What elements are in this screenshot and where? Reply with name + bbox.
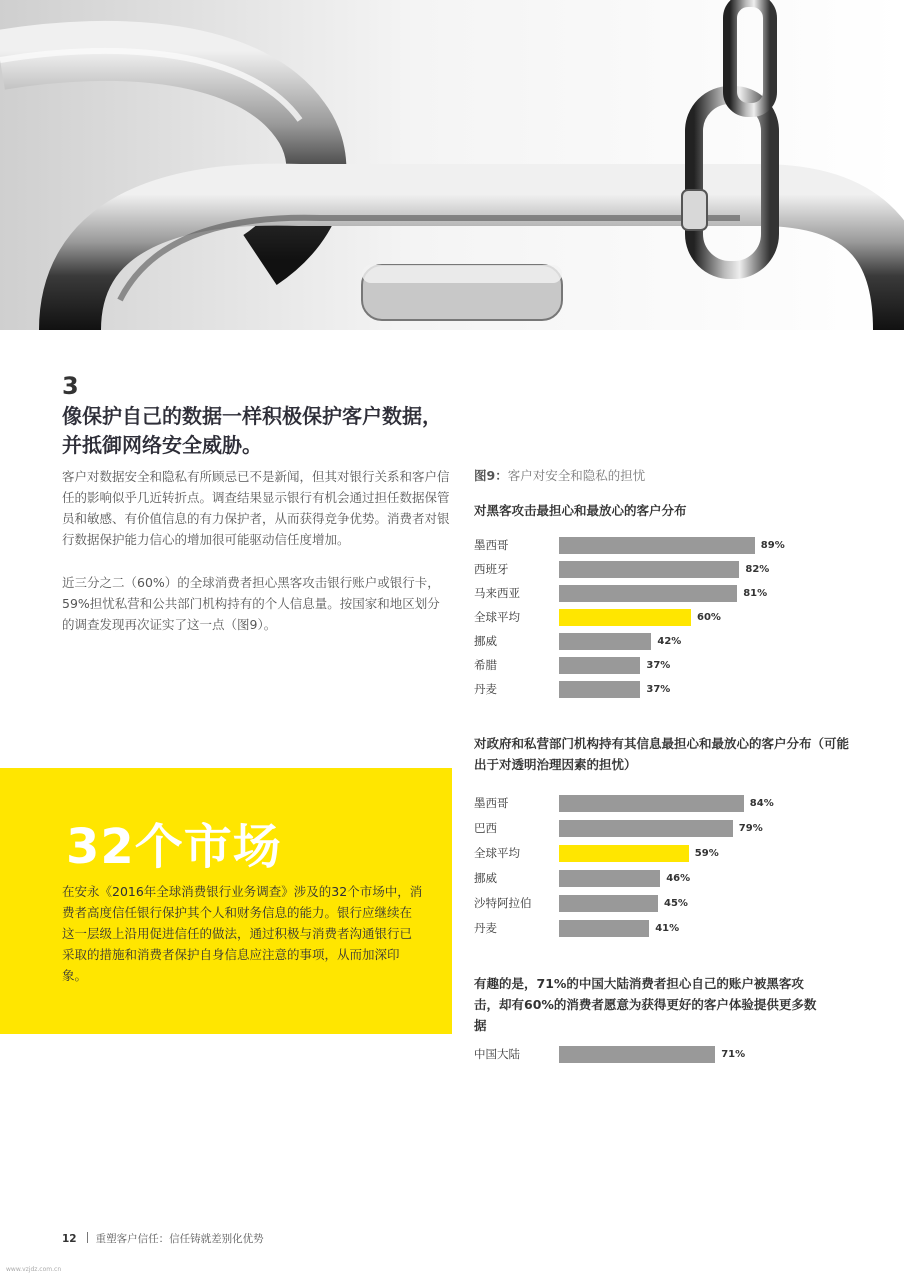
chart-1-row: [474, 537, 874, 554]
chart-1-row: [474, 585, 874, 602]
bar-label: 丹麦: [474, 921, 497, 935]
bar-label: 马来西亚: [474, 586, 520, 600]
callout-text: 在安永《2016年全球消费银行业务调查》涉及的32个市场中，消费者高度信任银行保护其个人和财务信息的能力。银行应继续在这一层级上沿用促进信任的做法，通过积极与消费者沟通银行已采取的措施和消费者保护自身信息应注意的事项，从而加深印象。: [62, 884, 423, 983]
chart-1-row: [474, 657, 874, 674]
bar: [559, 870, 660, 887]
bar-value-label: 37%: [646, 684, 671, 695]
section-number: 3: [62, 372, 79, 400]
chart-1-row: [474, 633, 874, 650]
footer-title: 重塑客户信任：信任铸就差别化优势: [95, 1233, 264, 1245]
bar: [559, 633, 651, 650]
bar-label: 沙特阿拉伯: [474, 896, 532, 910]
page-number: 12: [62, 1233, 77, 1245]
bar-value-label: 84%: [749, 798, 774, 809]
bar-value-label: 46%: [666, 873, 691, 884]
chart-2-row: [474, 895, 874, 912]
bar-value-label: 81%: [743, 588, 768, 599]
chart-1-row: [474, 681, 874, 698]
bar: [559, 820, 733, 837]
hero-chain-image: [0, 0, 904, 330]
callout-headline: 32个市场: [66, 819, 282, 875]
bar-value-label: 37%: [646, 660, 671, 671]
bar: [559, 845, 689, 862]
chart-3-row: [474, 1046, 874, 1063]
section-heading: 像保护自己的数据一样积极保护客户数据，并抵御网络安全威胁。: [62, 404, 442, 457]
bar-value-label: 45%: [664, 898, 688, 909]
bar-label: 挪威: [474, 871, 497, 885]
bar: [559, 537, 755, 554]
chart-2-row: [474, 820, 874, 837]
bar-label: 巴西: [474, 821, 497, 835]
bar: [559, 657, 640, 674]
bar: [559, 1046, 715, 1063]
bar-value-label: 60%: [697, 612, 721, 623]
bar: [559, 561, 739, 578]
chart-2-row: [474, 845, 874, 862]
page-footer: [62, 1231, 264, 1246]
bar-label: 希腊: [474, 658, 497, 672]
bar-value-label: 82%: [745, 564, 770, 575]
body-paragraph-2: 近三分之二（60%）的全球消费者担心黑客攻击银行账户或银行卡，59%担忧私营和公共部门机构持有的个人信息量。按国家和地区划分的调查发现再次证实了这一点（图9）。: [62, 575, 440, 632]
bar: [559, 609, 691, 626]
chart-2-row: [474, 920, 874, 937]
bar: [559, 681, 640, 698]
bar: [559, 795, 744, 812]
footer-divider: [87, 1232, 88, 1243]
chart-2-title: 对政府和私营部门机构持有其信息最担心和最放心的客户分布（可能出于对透明治理因素的担忧）: [474, 736, 850, 772]
bar-label: 墨西哥: [474, 796, 509, 810]
bar-label: 全球平均: [474, 846, 520, 860]
bar-label: 丹麦: [474, 682, 497, 696]
bar-value-label: 41%: [655, 923, 680, 934]
bar-value-label: 42%: [657, 636, 682, 647]
bar: [559, 920, 649, 937]
bar-value-label: 59%: [694, 848, 719, 859]
figure-title: [474, 466, 645, 484]
chart-1-row: [474, 561, 874, 578]
body-paragraph-1: 客户对数据安全和隐私有所顾忌已不是新闻，但其对银行关系和客户信任的影响似乎几近转折点。调查结果显示银行有机会通过担任数据保管员和敏感、有价值信息的有力保护者，从而获得竞争优势。消费者对银行数据保护能力信心的增加很可能驱动信任度增加。: [62, 469, 450, 547]
bar: [559, 585, 737, 602]
figure-caption: 客户对安全和隐私的担忧: [507, 468, 646, 483]
watermark: www.vzjdz.com.cn: [6, 1266, 62, 1273]
bar-label: 全球平均: [474, 610, 520, 624]
bar-label: 西班牙: [474, 562, 509, 576]
chart-3-title: 有趣的是，71%的中国大陆消费者担心自己的账户被黑客攻击，却有60%的消费者愿意为获得更好的客户体验提供更多数据: [474, 976, 817, 1033]
bar-value-label: 79%: [738, 823, 763, 834]
bar-label: 挪威: [474, 634, 497, 648]
bar-value-label: 89%: [760, 540, 785, 551]
bar-value-label: 71%: [721, 1049, 746, 1060]
bar: [559, 895, 658, 912]
chart-2-row: [474, 795, 874, 812]
bar-label: 中国大陆: [474, 1047, 520, 1061]
figure-label: 图9：: [474, 468, 508, 483]
bar-label: 墨西哥: [474, 538, 509, 552]
chart-2-row: [474, 870, 874, 887]
chart-1-title: 对黑客攻击最担心和最放心的客户分布: [474, 503, 687, 518]
chart-1-row: [474, 609, 874, 626]
